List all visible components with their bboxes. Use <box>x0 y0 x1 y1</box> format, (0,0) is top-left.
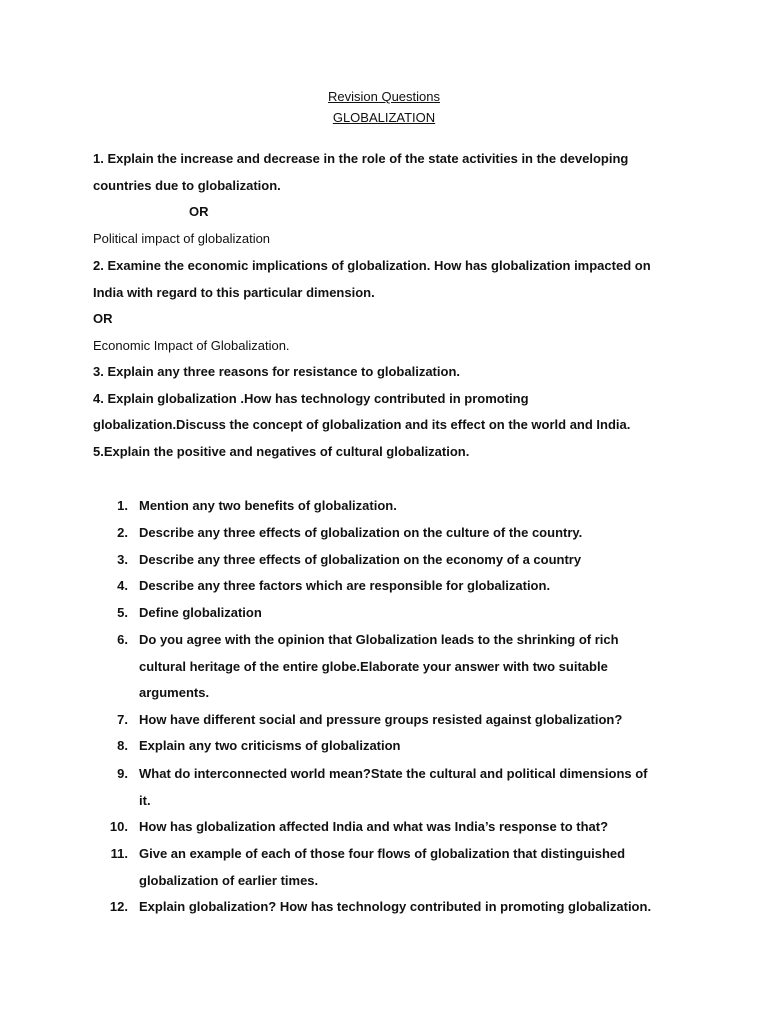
list-item-text: Describe any three effects of globalization on the economy of a country <box>139 552 582 567</box>
list-item-number: 12. <box>109 899 128 914</box>
document-subtitle: GLOBALIZATION <box>332 110 436 125</box>
question-2-alternative: Economic Impact of Globalization. <box>93 338 290 353</box>
list-item-number: 11. <box>110 846 128 861</box>
list-item-text: globalization of earlier times. <box>139 872 319 888</box>
list-item-text: Describe any three factors which are responsible for globalization. <box>139 578 551 593</box>
question-1-line-1: 1. Explain the increase and decrease in the role of the state activities in the developing <box>93 151 629 166</box>
list-item-text: Give an example of each of those four flows of globalization that distinguished <box>139 846 626 861</box>
list-item-text: How has globalization affected India and what was India’s response to that? <box>139 819 609 834</box>
list-item-number: 9. <box>117 766 128 781</box>
or-separator-1: OR <box>189 204 209 219</box>
question-1-line-2: countries due to globalization. <box>93 178 281 193</box>
list-item-text: Mention any two benefits of globalization. <box>139 498 397 513</box>
question-4-line-1: 4. Explain globalization .How has technology contributed in promoting <box>93 391 529 406</box>
question-5: 5.Explain the positive and negatives of cultural globalization. <box>93 444 470 459</box>
list-item-number: 10. <box>109 819 128 834</box>
list-item-number: 3. <box>117 552 128 567</box>
list-item-number: 8. <box>117 738 128 753</box>
list-item-number: 5. <box>117 605 128 620</box>
list-item-text: Define globalization <box>139 605 262 620</box>
list-item-text: Do you agree with the opinion that Globalization leads to the shrinking of rich <box>139 632 619 647</box>
list-item-number: 4. <box>117 578 128 593</box>
list-item-text: Explain any two criticisms of globalization <box>139 738 401 753</box>
document-title: Revision Questions <box>328 89 440 104</box>
list-item-number: 6. <box>117 632 128 647</box>
list-item-text: How have different social and pressure groups resisted against globalization? <box>139 712 623 727</box>
list-item-number: 7. <box>117 712 128 727</box>
question-1-alternative: Political impact of globalization <box>93 231 271 246</box>
list-item-text: cultural heritage of the entire globe.Elaborate your answer with two suitable <box>139 658 608 674</box>
question-2-line-2: India with regard to this particular dimension. <box>93 285 375 300</box>
or-separator-2: OR <box>93 311 113 326</box>
list-item-number: 1. <box>117 498 128 513</box>
list-item-text: Describe any three effects of globalization on the culture of the country. <box>139 525 583 540</box>
list-item-text: What do interconnected world mean?State the cultural and political dimensions of <box>139 766 648 781</box>
list-item-number: 2. <box>117 525 128 540</box>
question-4-line-2: globalization.Discuss the concept of globalization and its effect on the world and India. <box>93 417 631 432</box>
question-2-line-1: 2. Examine the economic implications of globalization. How has globalization impacted on <box>93 258 651 273</box>
list-item-text: it. <box>139 792 151 808</box>
question-3: 3. Explain any three reasons for resistance to globalization. <box>93 364 460 379</box>
list-item-text: arguments. <box>139 685 210 701</box>
list-item-text: Explain globalization? How has technology contributed in promoting globalization. <box>139 899 652 914</box>
